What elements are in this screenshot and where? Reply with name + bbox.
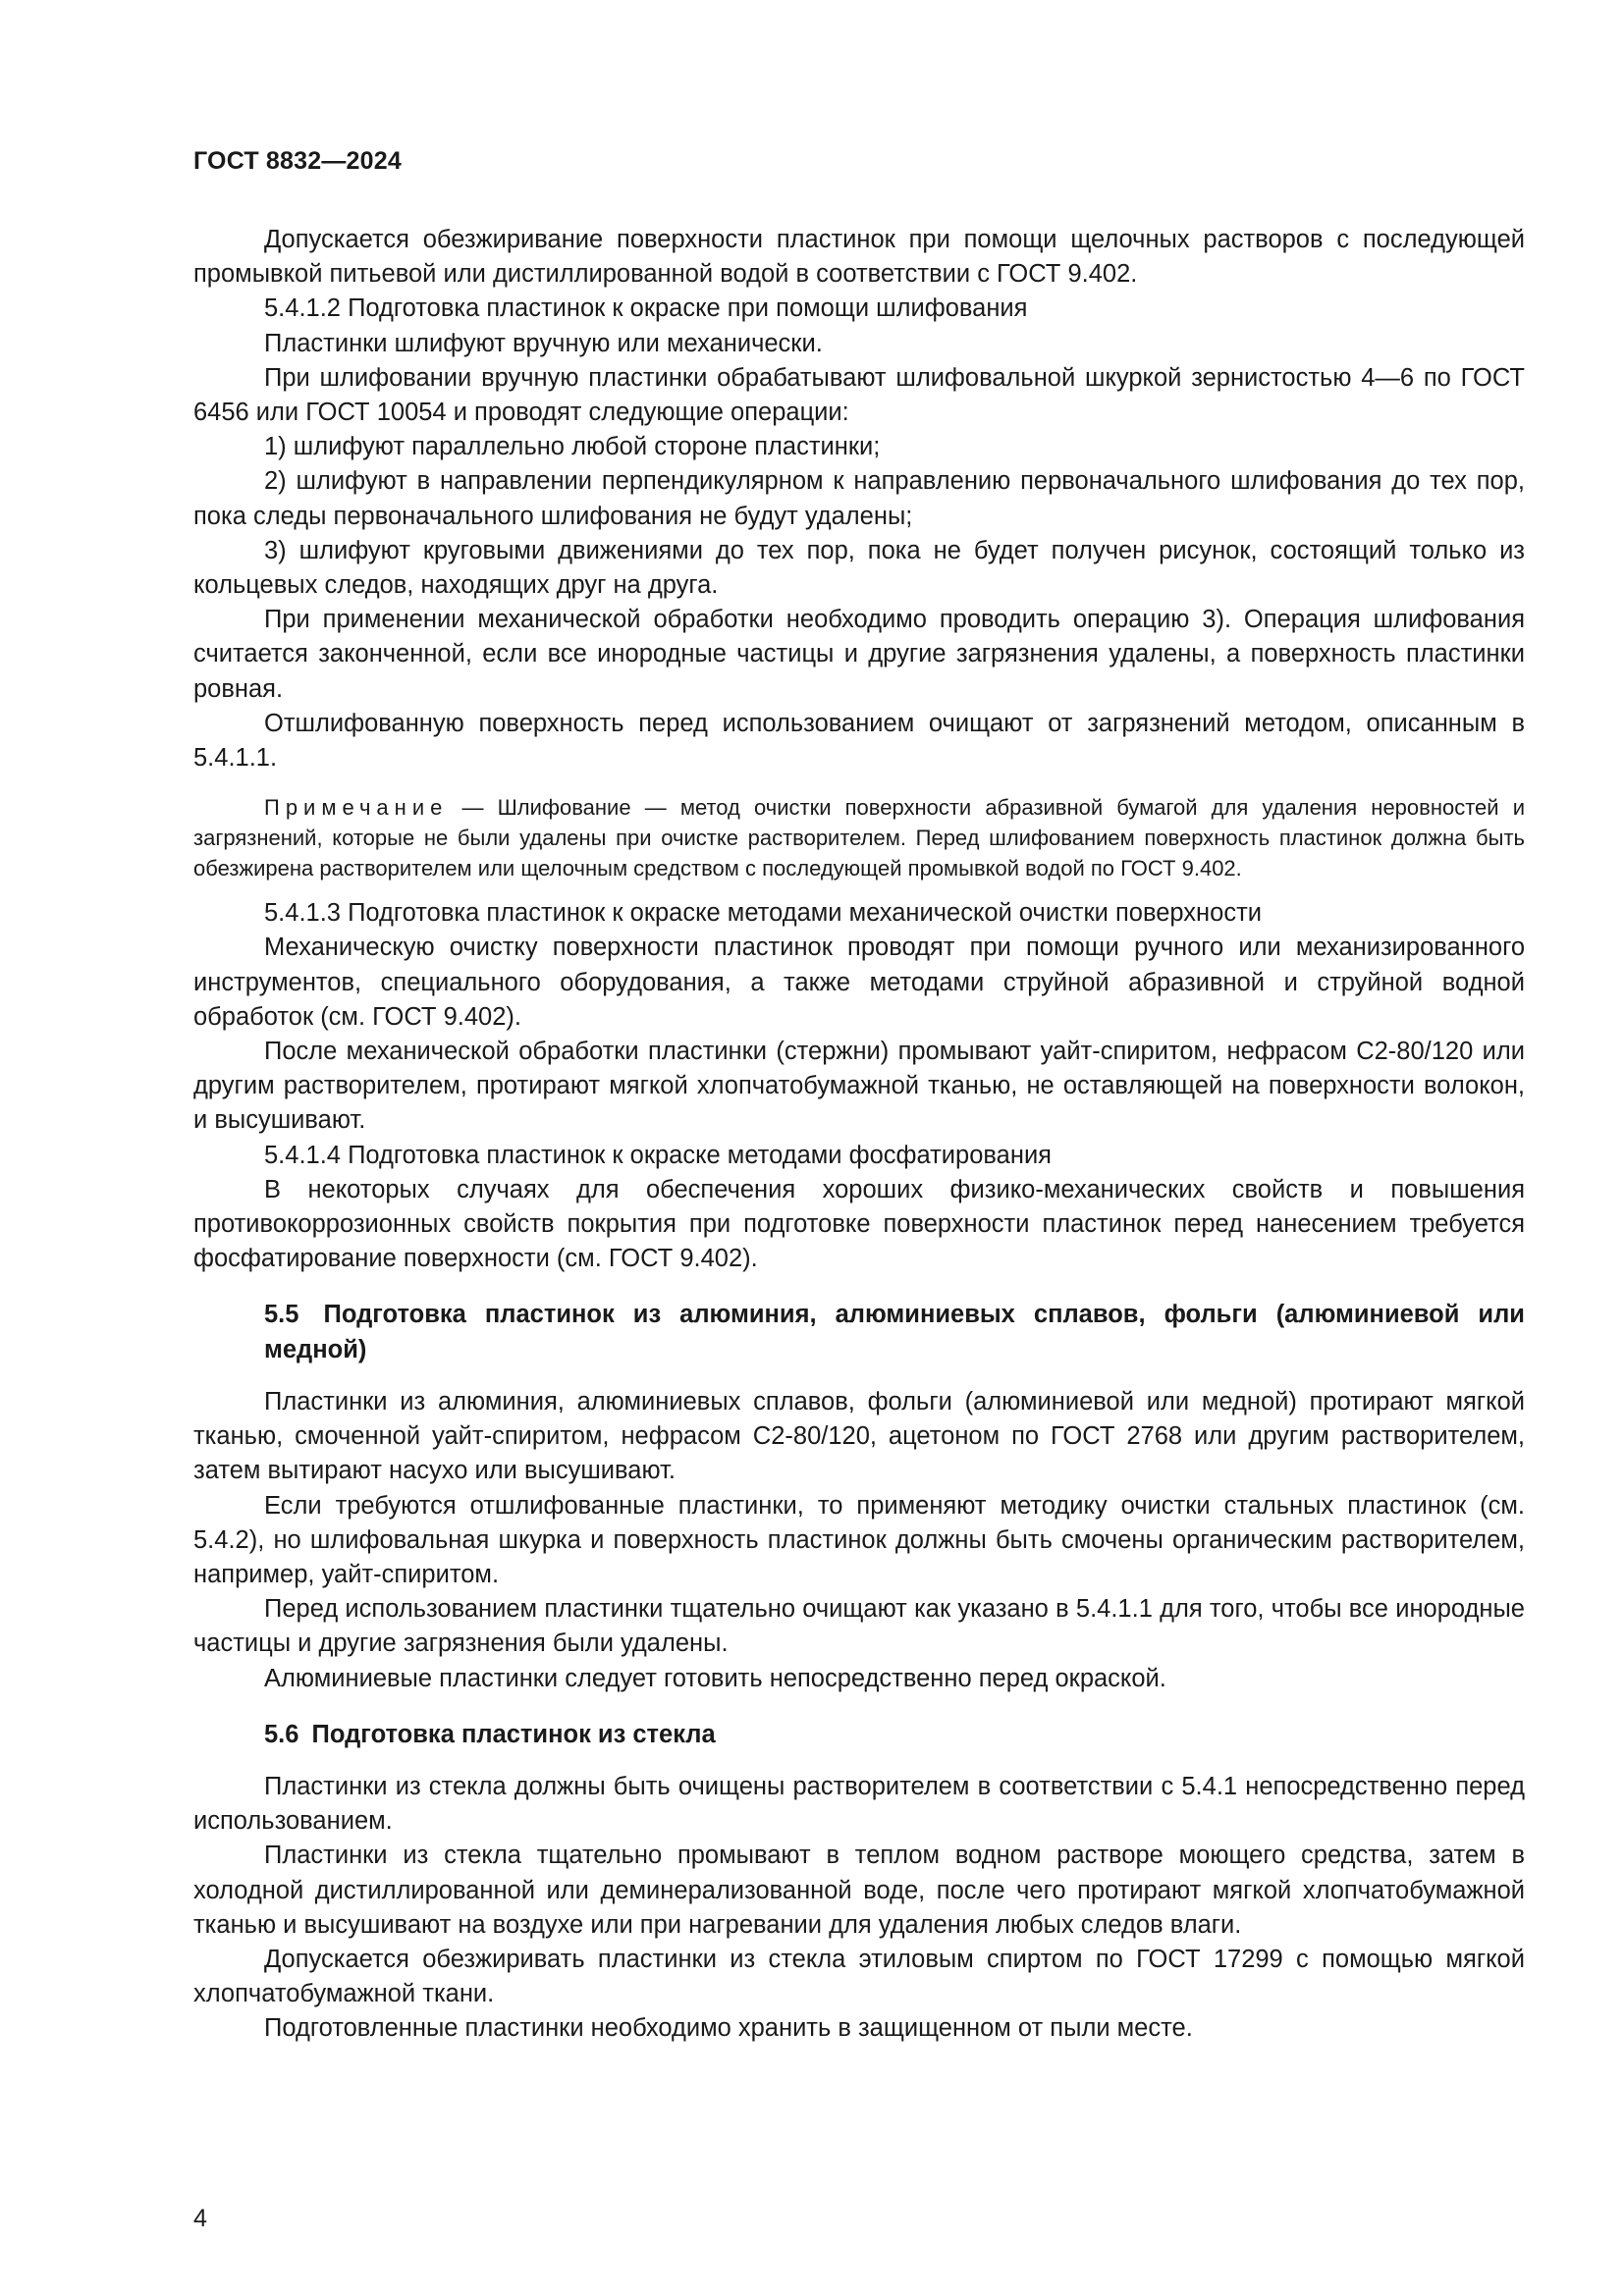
document-page <box>193 0 1525 2296</box>
page-number: 4 <box>193 2205 207 2232</box>
paragraph: Пластинки из алюминия, алюминиевых сплавов, фольги (алюминиевой или медной) протирают мягкой тканью, смоченной уайт-спиритом, нефрасом С2-80/120, ацетоном по ГОСТ 2768 или другим растворителем, затем вытирают насухо или высушивают. <box>193 1387 1525 1485</box>
section-heading-5-5 <box>193 1298 1525 1366</box>
paragraph: При применении механической обработки необходимо проводить операцию 3). Операция шлифования считается законченной, если все инородные частицы и другие загрязнения удалены, а поверхность пластинки ровная. <box>193 606 1525 703</box>
paragraph: При шлифовании вручную пластинки обрабатывают шлифовальной шкуркой зернистостью 4—6 по ГОСТ 6456 или ГОСТ 10054 и проводят следующие операции: <box>193 363 1525 427</box>
paragraph: Перед использованием пластинки тщательно очищают как указано в 5.4.1.1 для того, чтобы все инородные частицы и другие загрязнения были удалены. <box>193 1595 1525 1658</box>
paragraph: Допускается обезжиривание поверхности пластинок при помощи щелочных растворов с последующей промывкой питьевой или дистиллированной водой в соответствии с ГОСТ 9.402. <box>193 226 1525 289</box>
subsection-title: 5.4.1.4 Подготовка пластинок к окраске методами фосфатирования <box>264 1141 1052 1169</box>
paragraph: Пластинки из стекла должны быть очищены растворителем в соответствии с 5.4.1 непосредственно перед использованием. <box>193 1772 1525 1836</box>
subsection-title: 5.4.1.2 Подготовка пластинок к окраске при помощи шлифования <box>264 294 1028 323</box>
section-title: Подготовка пластинок из стекла <box>311 1720 716 1748</box>
note-label: Примечание <box>264 795 449 821</box>
list-item: 3) шлифуют круговыми движениями до тех пор, пока не будет получен рисунок, состоящий только из кольцевых следов, находящих друг на друга. <box>193 536 1525 600</box>
paragraph: Алюминиевые пластинки следует готовить непосредственно перед окраской. <box>264 1664 1166 1692</box>
subsection-title: 5.4.1.3 Подготовка пластинок к окраске методами механической очистки поверхности <box>264 899 1262 928</box>
section-heading-5-6 <box>193 1718 1525 1752</box>
paragraph: После механической обработки пластинки (стержни) промывают уайт-спиритом, нефрасом С2-80/120 или другим растворителем, протирают мягкой хлопчатобумажной тканью, не оставляющей на поверхности волокон, и высушивают. <box>193 1038 1525 1135</box>
section-title: Подготовка пластинок из алюминия, алюминиевых сплавов, фольги (алюминиевой или медной) <box>264 1301 1525 1363</box>
paragraph: Пластинки шлифуют вручную или механически. <box>264 329 823 357</box>
paragraph: Если требуются отшлифованные пластинки, то применяют методику очистки стальных пластинок (см. 5.4.2), но шлифовальная шкурка и поверхность пластинок должны быть смочены органическим растворителем, например, уайт-спиритом. <box>193 1491 1525 1588</box>
document-body <box>193 223 1525 2047</box>
paragraph: Пластинки из стекла тщательно промывают в теплом водном растворе моющего средства, затем в холодной дистиллированной или деминерализованной воде, после чего протирают мягкой хлопчатобумажной тканью и высушивают на воздухе или при нагревании для удаления любых следов влаги. <box>193 1842 1525 1939</box>
note <box>193 792 1525 883</box>
paragraph: Допускается обезжиривать пластинки из стекла этиловым спиртом по ГОСТ 17299 с помощью мягкой хлопчатобумажной ткани. <box>193 1945 1525 2008</box>
paragraph: В некоторых случаях для обеспечения хороших физико-механических свойств и повышения противокоррозионных свойств покрытия при подготовке поверхности пластинок перед нанесением требуется фосфатирование поверхности (см. ГОСТ 9.402). <box>193 1175 1525 1273</box>
paragraph: Механическую очистку поверхности пластинок проводят при помощи ручного или механизированного инструментов, специального оборудования, а также методами струйной абразивной и струйной водной обработок (см. ГОСТ 9.402). <box>193 934 1525 1031</box>
paragraph: Подготовленные пластинки необходимо хранить в защищенном от пыли месте. <box>264 2014 1193 2043</box>
section-number: 5.5 <box>264 1301 299 1329</box>
document-header-title: ГОСТ 8832—2024 <box>193 147 402 175</box>
list-item: 1) шлифуют параллельно любой стороне пластинки; <box>264 433 881 461</box>
paragraph: Отшлифованную поверхность перед использованием очищают от загрязнений методом, описанным в 5.4.1.1. <box>193 709 1525 773</box>
note-text: — Шлифование — метод очистки поверхности абразивной бумагой для удаления неровностей и загрязнений, которые не были удалены при очистке растворителем. Перед шлифованием поверхность пластинок должна быть обезжирена растворителем или щелочным средством с последующей промывкой водой по ГОСТ 9.402. <box>193 795 1525 881</box>
section-number: 5.6 <box>264 1720 299 1748</box>
list-item: 2) шлифуют в направлении перпендикулярном к направлению первоначального шлифования до тех пор, пока следы первоначального шлифования не будут удалены; <box>193 467 1525 530</box>
